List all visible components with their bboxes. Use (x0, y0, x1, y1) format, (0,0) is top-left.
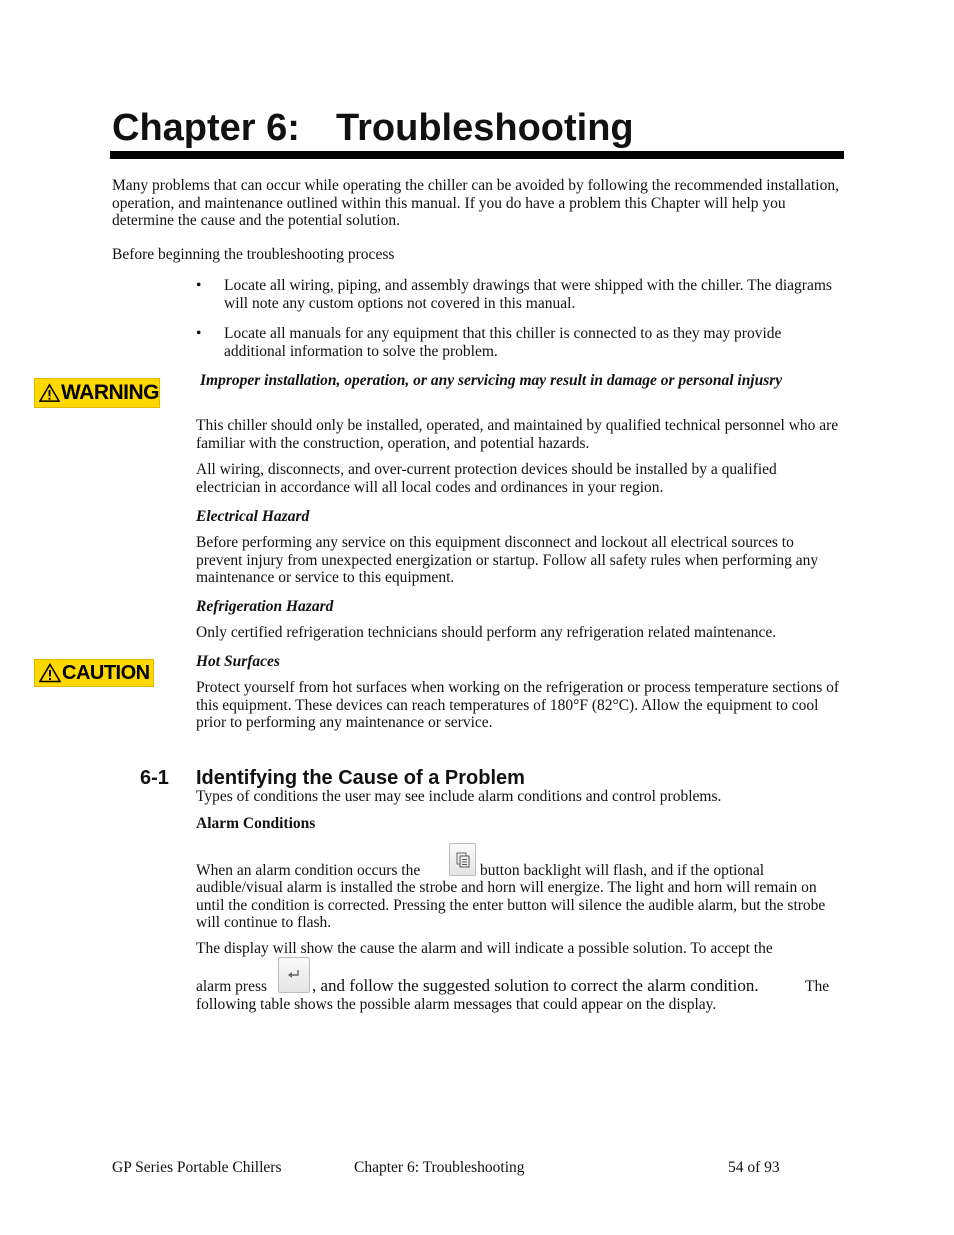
warning-triangle-icon (39, 383, 60, 403)
warning-heading: Improper installation, operation, or any servicing may result in damage or personal injusry (200, 372, 783, 389)
display-text-line1: The display will show the cause the alarm and will indicate a possible solution. To accept the (196, 940, 773, 957)
electrical-hazard-heading: Electrical Hazard (196, 508, 310, 525)
refrigeration-hazard-text: Only certified refrigeration technicians should perform any refrigeration related maintenance. (196, 624, 777, 641)
display-text-after-button-2: The (805, 978, 830, 995)
hot-surfaces-text: Protect yourself from hot surfaces when working on the refrigeration or process temperature sections of this equipment. These devices can reach temperatures of 180°F (82°C). Allow the equipment to cool prior to performing any maintenance or service. (196, 679, 840, 731)
caution-badge (34, 659, 154, 687)
electrical-hazard-text: Before performing any service on this equipment disconnect and lockout all electrical sources to prevent injury from unexpected energization or startup. Follow all safety rules when performing any maintenance or service to this equipment. (196, 534, 819, 586)
enter-return-icon (287, 969, 301, 981)
display-text-before-button: alarm press (196, 978, 268, 995)
list-item (196, 277, 846, 313)
bullet-symbol: • (196, 277, 202, 294)
chapter-title (112, 104, 634, 152)
alarm-conditions-heading: Alarm Conditions (196, 815, 316, 832)
alarm-text-rest: audible/visual alarm is installed the strobe and horn will energize. The light and horn will remain on until the condition is corrected. Pressing the enter button will silence the audible alarm, but the strobe will continue to flash. (196, 879, 826, 931)
refrigeration-hazard-heading: Refrigeration Hazard (196, 598, 334, 615)
warning-badge (34, 378, 160, 408)
alarm-text-before-button: When an alarm condition occurs the (196, 862, 421, 879)
alarm-list-icon (456, 852, 470, 868)
warning-paragraph-2: All wiring, disconnects, and over-current protection devices should be installed by a qualified electrician in accordance will all local codes and ordinances in your region. (196, 461, 777, 496)
footer-left: GP Series Portable Chillers (112, 1159, 282, 1176)
chapter-number: Chapter 6: (112, 107, 300, 149)
display-text-after-button: , and follow the suggested solution to correct the alarm condition. (312, 976, 759, 995)
footer-page-number: 54 of 93 (728, 1159, 780, 1176)
footer-center: Chapter 6: Troubleshooting (354, 1159, 525, 1176)
caution-badge-label: CAUTION (62, 661, 150, 684)
section-number: 6-1 (140, 767, 169, 789)
enter-button[interactable] (278, 957, 310, 993)
bullet-text: Locate all manuals for any equipment that this chiller is connected to as they may provide additional information to solve the problem. (224, 325, 782, 360)
bullet-text: Locate all wiring, piping, and assembly drawings that were shipped with the chiller. The diagrams will note any custom options not covered in this manual. (224, 277, 832, 312)
alarm-button[interactable] (449, 843, 476, 876)
section-intro: Types of conditions the user may see include alarm conditions and control problems. (196, 788, 722, 805)
section-title: Identifying the Cause of a Problem (196, 767, 525, 789)
warning-badge-label: WARNING (61, 381, 159, 404)
hot-surfaces-heading: Hot Surfaces (196, 653, 280, 670)
warning-paragraph-1: This chiller should only be installed, operated, and maintained by qualified technical personnel who are familiar with the construction, operation, and potential hazards. (196, 417, 839, 452)
list-item (196, 325, 846, 361)
before-paragraph: Before beginning the troubleshooting process (112, 246, 395, 263)
caution-triangle-icon (39, 663, 61, 683)
display-text-rest: following table shows the possible alarm messages that could appear on the display. (196, 996, 717, 1013)
chapter-name: Troubleshooting (336, 107, 634, 149)
title-rule (110, 151, 844, 159)
intro-paragraph: Many problems that can occur while operating the chiller can be avoided by following the recommended installation, operation, and maintenance outlined within this manual. If you do have a problem this Chapter will help you determine the cause and the potential solution. (112, 177, 839, 229)
alarm-text-after-button: button backlight will flash, and if the optional (480, 862, 765, 879)
bullet-symbol: • (196, 325, 202, 342)
